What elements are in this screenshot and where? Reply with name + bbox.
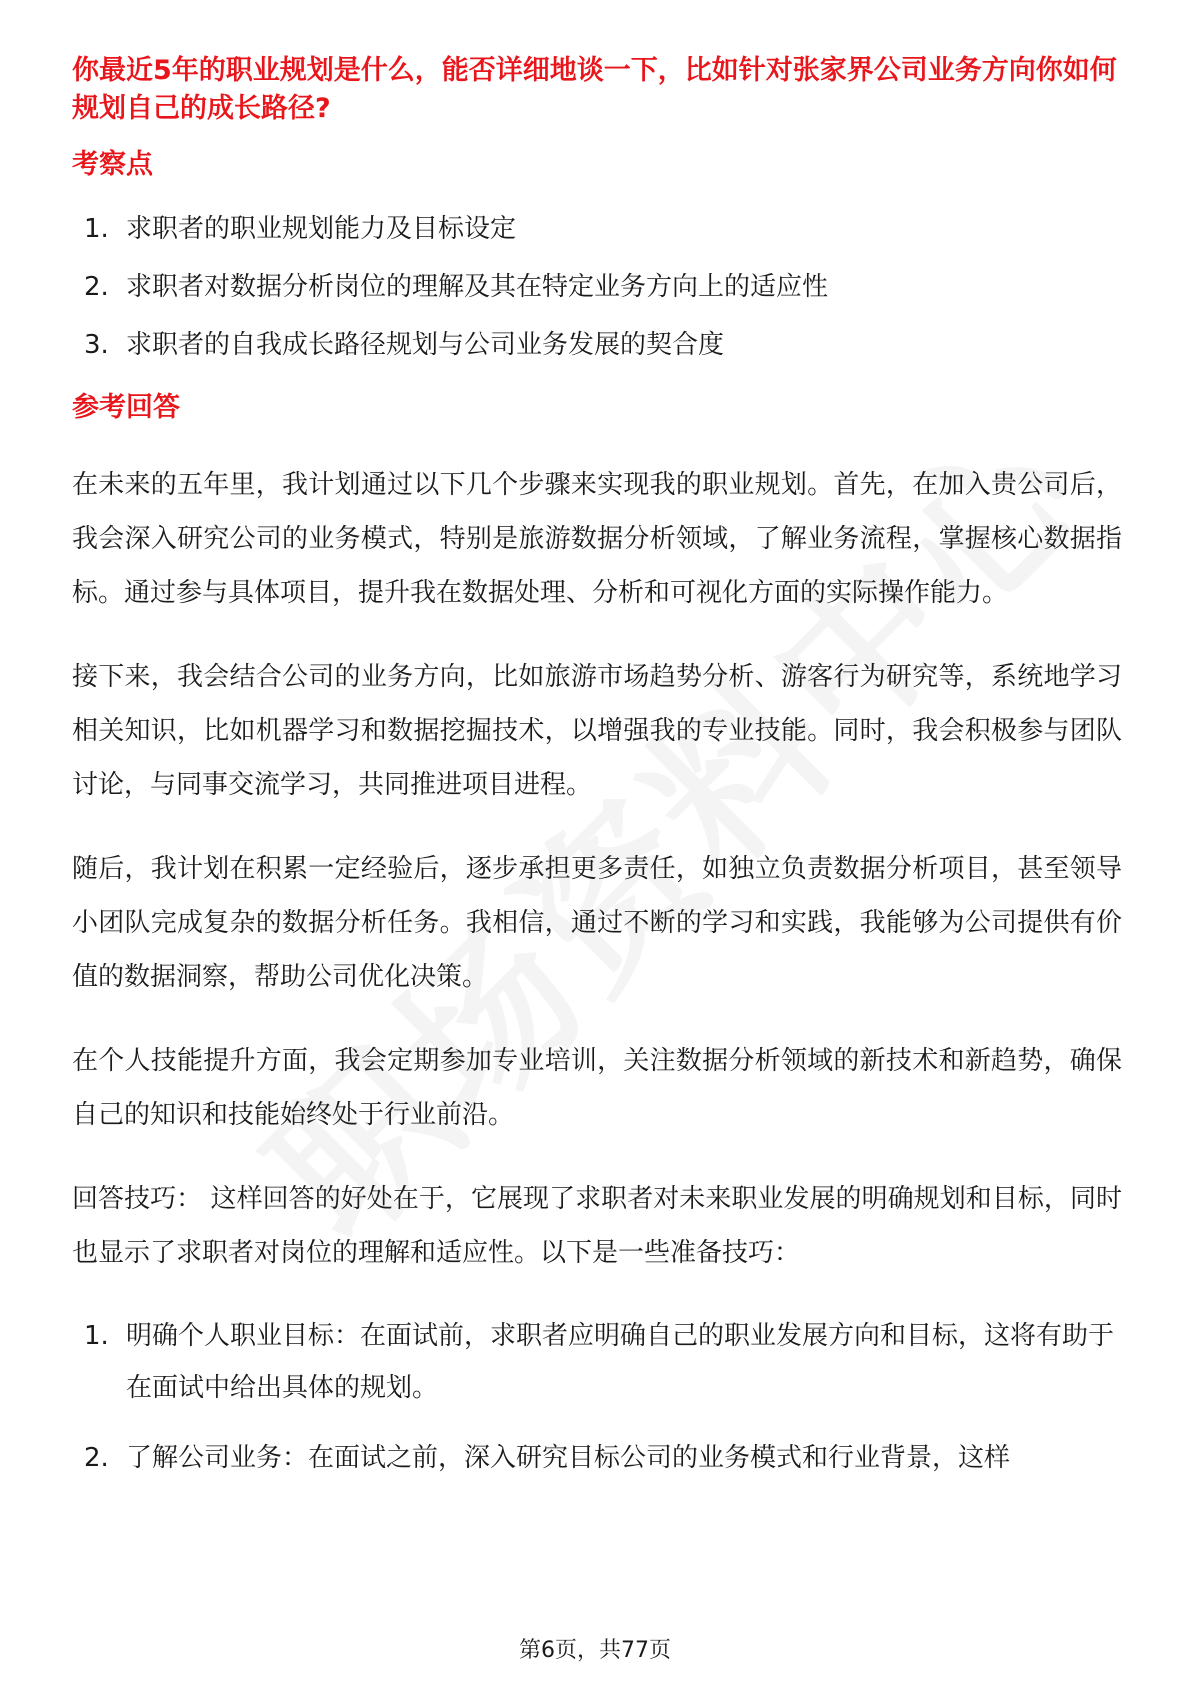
answer-paragraph: 接下来，我会结合公司的业务方向，比如旅游市场趋势分析、游客行为研究等，系统地学习相关知识，比如机器学习和数据挖掘技术，以增强我的专业技能。同时，我会积极参与团队讨论，与同事交流学习，共同推进项目进程。: [72, 662, 1122, 800]
kaochadian-list: [72, 207, 1122, 367]
document-body: [72, 52, 1122, 1502]
list-item: 2. 了解公司业务：在面试之前，深入研究目标公司的业务模式和行业背景，这样: [84, 1443, 1011, 1473]
cankao-title: 参考回答: [72, 392, 180, 423]
kaochadian-title: 考察点: [72, 149, 153, 180]
answer-paragraph: 在未来的五年里，我计划通过以下几个步骤来实现我的职业规划。首先，在加入贵公司后，我会深入研究公司的业务模式，特别是旅游数据分析领域，了解业务流程，掌握核心数据指标。通过参与具体项目，提升我在数据处理、分析和可视化方面的实际操作能力。: [72, 470, 1122, 608]
answer-tips-paragraph: 回答技巧： 这样回答的好处在于，它展现了求职者对未来职业发展的明确规划和目标，同时也显示了求职者对岗位的理解和适应性。以下是一些准备技巧：: [72, 1184, 1122, 1268]
page-footer: 第6页，共77页: [519, 1638, 671, 1663]
answer-paragraph: 随后，我计划在积累一定经验后，逐步承担更多责任，如独立负责数据分析项目，甚至领导小团队完成复杂的数据分析任务。我相信，通过不断的学习和实践，我能够为公司提供有价值的数据洞察，帮助公司优化决策。: [72, 854, 1122, 992]
answer-paragraph: 在个人技能提升方面，我会定期参加专业培训，关注数据分析领域的新技术和新趋势，确保自己的知识和技能始终处于行业前沿。: [72, 1046, 1122, 1130]
list-item: 2. 求职者对数据分析岗位的理解及其在特定业务方向上的适应性: [84, 272, 829, 302]
list-item: 1. 明确个人职业目标：在面试前，求职者应明确自己的职业发展方向和目标，这将有助于在面试中给出具体的规划。: [84, 1321, 1115, 1403]
question-heading: 你最近5年的职业规划是什么，能否详细地谈一下，比如针对张家界公司业务方向你如何规划自己的成长路径?: [72, 55, 1117, 124]
tips-list: [72, 1310, 1122, 1484]
list-item: 1. 求职者的职业规划能力及目标设定: [84, 214, 517, 244]
list-item: 3. 求职者的自我成长路径规划与公司业务发展的契合度: [84, 330, 725, 360]
